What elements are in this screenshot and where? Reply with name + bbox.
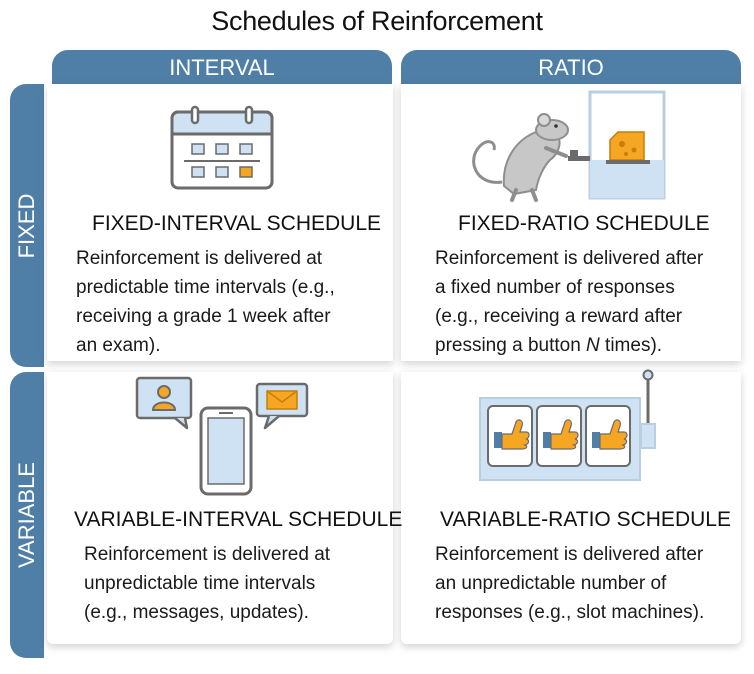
row-label-variable: VARIABLE <box>14 462 39 568</box>
description-line: a fixed number of responses <box>435 277 675 298</box>
description-text: times). <box>599 335 663 356</box>
description-line <box>435 331 703 360</box>
description-line: (e.g., receiving a reward after <box>435 306 683 327</box>
description-line: an exam). <box>76 335 161 356</box>
description-text: pressing a button <box>435 335 587 356</box>
description-line: Reinforcement is delivered at <box>76 248 323 269</box>
description-line: predictable time intervals (e.g., <box>76 277 335 298</box>
fixed-ratio-heading: FIXED-RATIO SCHEDULE <box>458 212 710 235</box>
diagram-title: Schedules of Reinforcement <box>211 6 543 36</box>
description-line: Reinforcement is delivered at <box>84 544 331 565</box>
fixed-ratio-description <box>435 244 703 360</box>
column-header-interval: INTERVAL <box>52 50 392 84</box>
smartphone-messages-icon <box>135 376 311 496</box>
column-header-ratio: RATIO <box>401 50 741 84</box>
fixed-interval-heading: FIXED-INTERVAL SCHEDULE <box>92 212 382 235</box>
variable-ratio-heading: VARIABLE-RATIO SCHEDULE <box>440 508 731 531</box>
row-label-fixed: FIXED <box>14 193 39 258</box>
description-line: responses (e.g., slot machines). <box>435 602 705 623</box>
description-italic-n: N <box>586 335 600 356</box>
description-line: unpredictable time intervals <box>84 573 316 594</box>
variable-interval-heading: VARIABLE-INTERVAL SCHEDULE <box>74 508 403 531</box>
variable-interval-description <box>84 540 330 627</box>
variable-ratio-description <box>435 540 704 627</box>
calendar-icon <box>170 106 274 190</box>
description-line: Reinforcement is delivered after <box>435 248 704 269</box>
fixed-interval-description <box>76 244 335 360</box>
row-header-fixed <box>10 84 44 367</box>
description-line: (e.g., messages, updates). <box>84 602 309 623</box>
description-line: receiving a grade 1 week after <box>76 306 331 327</box>
rat-lever-box-icon <box>466 90 668 202</box>
description-line: Reinforcement is delivered after <box>435 544 704 565</box>
description-line: an unpredictable number of <box>435 573 667 594</box>
row-header-variable <box>10 372 44 658</box>
slot-machine-icon <box>478 368 662 484</box>
